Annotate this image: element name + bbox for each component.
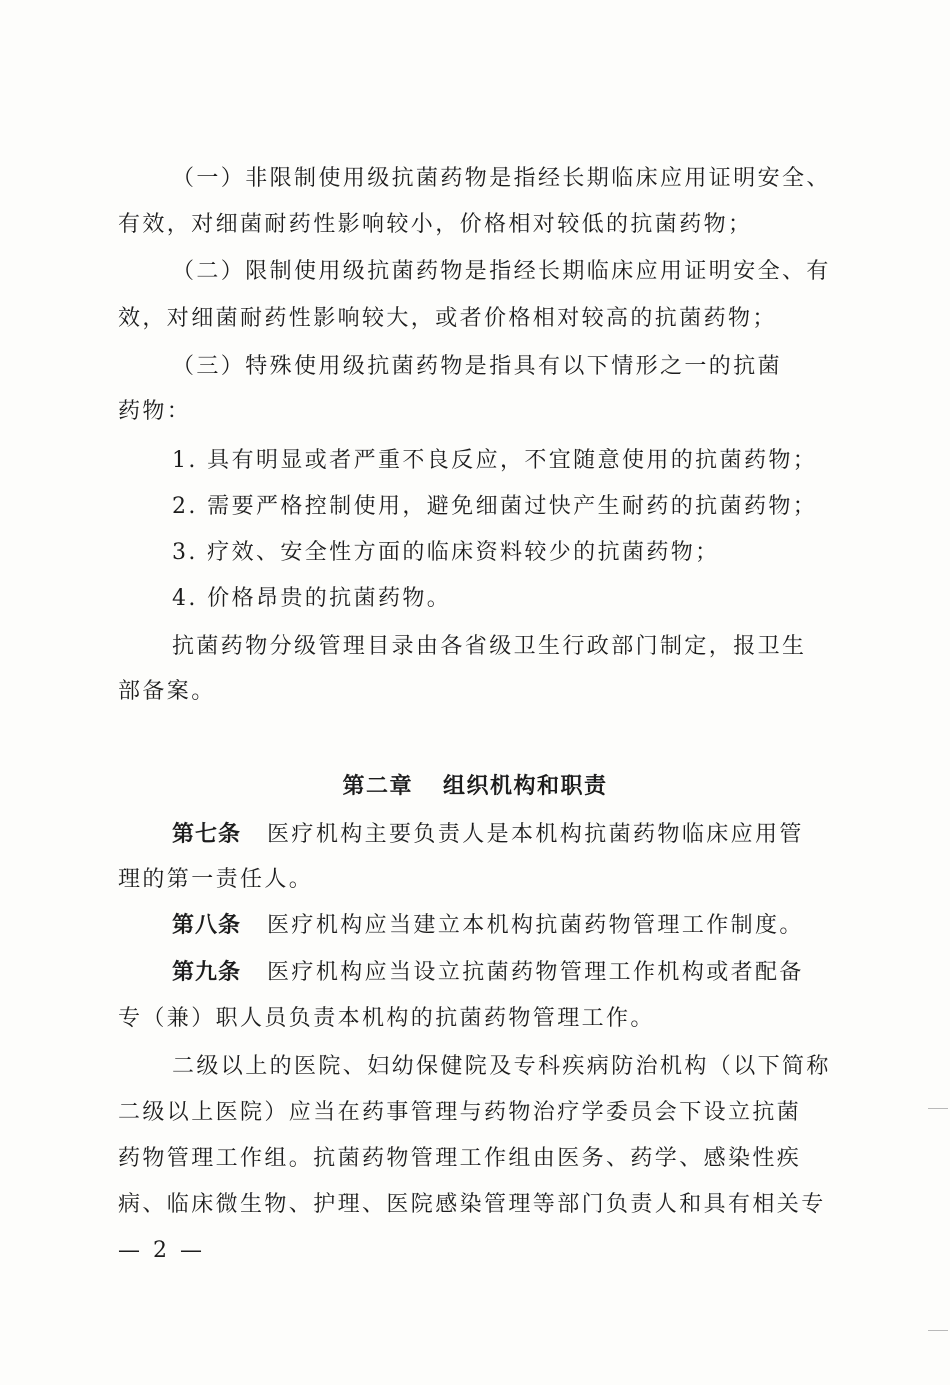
text-line-11: 抗菌药物分级管理目录由各省级卫生行政部门制定，报卫生 <box>172 634 807 659</box>
tail-line-1: 二级以上的医院、妇幼保健院及专科疾病防治机构（以下简称 <box>172 1054 831 1079</box>
article-9-label: 第九条 <box>172 960 242 985</box>
article-9-text: 医疗机构应当设立抗菌药物管理工作机构或者配备 <box>267 960 804 985</box>
text-line-5: （三）特殊使用级抗菌药物是指具有以下情形之一的抗菌 <box>172 354 783 379</box>
list-item-2: 2. 需要严格控制使用，避免细菌过快产生耐药的抗菌药物； <box>172 494 818 519</box>
chapter-title: 组织机构和职责 <box>443 774 608 799</box>
text-line-4: 效，对细菌耐药性影响较大，或者价格相对较高的抗菌药物； <box>118 306 777 331</box>
text-line-6: 药物： <box>118 399 192 424</box>
article-8 <box>172 911 804 941</box>
list-item-4: 4. 价格昂贵的抗菌药物。 <box>172 586 452 611</box>
article-7-label: 第七条 <box>172 822 242 847</box>
article-8-text: 医疗机构应当建立本机构抗菌药物管理工作制度。 <box>267 913 804 938</box>
page-number: — 2 — <box>118 1238 205 1263</box>
text-line-12: 部备案。 <box>118 679 216 704</box>
text-line-2: 有效，对细菌耐药性影响较小，价格相对较低的抗菌药物； <box>118 212 753 237</box>
article-9 <box>172 958 804 988</box>
chapter-heading <box>0 772 950 802</box>
article-7-continuation: 理的第一责任人。 <box>118 867 314 892</box>
text-line-3: （二）限制使用级抗菌药物是指经长期临床应用证明安全、有 <box>172 259 831 284</box>
scan-edge-mark <box>928 1330 948 1331</box>
tail-line-3: 药物管理工作组。抗菌药物管理工作组由医务、药学、感染性疾 <box>118 1146 802 1171</box>
article-7-text: 医疗机构主要负责人是本机构抗菌药物临床应用管 <box>267 822 804 847</box>
article-7 <box>172 820 804 850</box>
scan-edge-mark <box>928 1108 948 1109</box>
article-8-label: 第八条 <box>172 913 242 938</box>
tail-line-4: 病、临床微生物、护理、医院感染管理等部门负责人和具有相关专 <box>118 1192 826 1217</box>
text-line-1: （一）非限制使用级抗菌药物是指经长期临床应用证明安全、 <box>172 166 831 191</box>
list-item-1: 1. 具有明显或者严重不良反应，不宜随意使用的抗菌药物； <box>172 448 818 473</box>
tail-line-2: 二级以上医院）应当在药事管理与药物治疗学委员会下设立抗菌 <box>118 1100 802 1125</box>
chapter-number: 第二章 <box>342 774 413 799</box>
article-9-continuation: 专（兼）职人员负责本机构的抗菌药物管理工作。 <box>118 1006 655 1031</box>
list-item-3: 3. 疗效、安全性方面的临床资料较少的抗菌药物； <box>172 540 720 565</box>
